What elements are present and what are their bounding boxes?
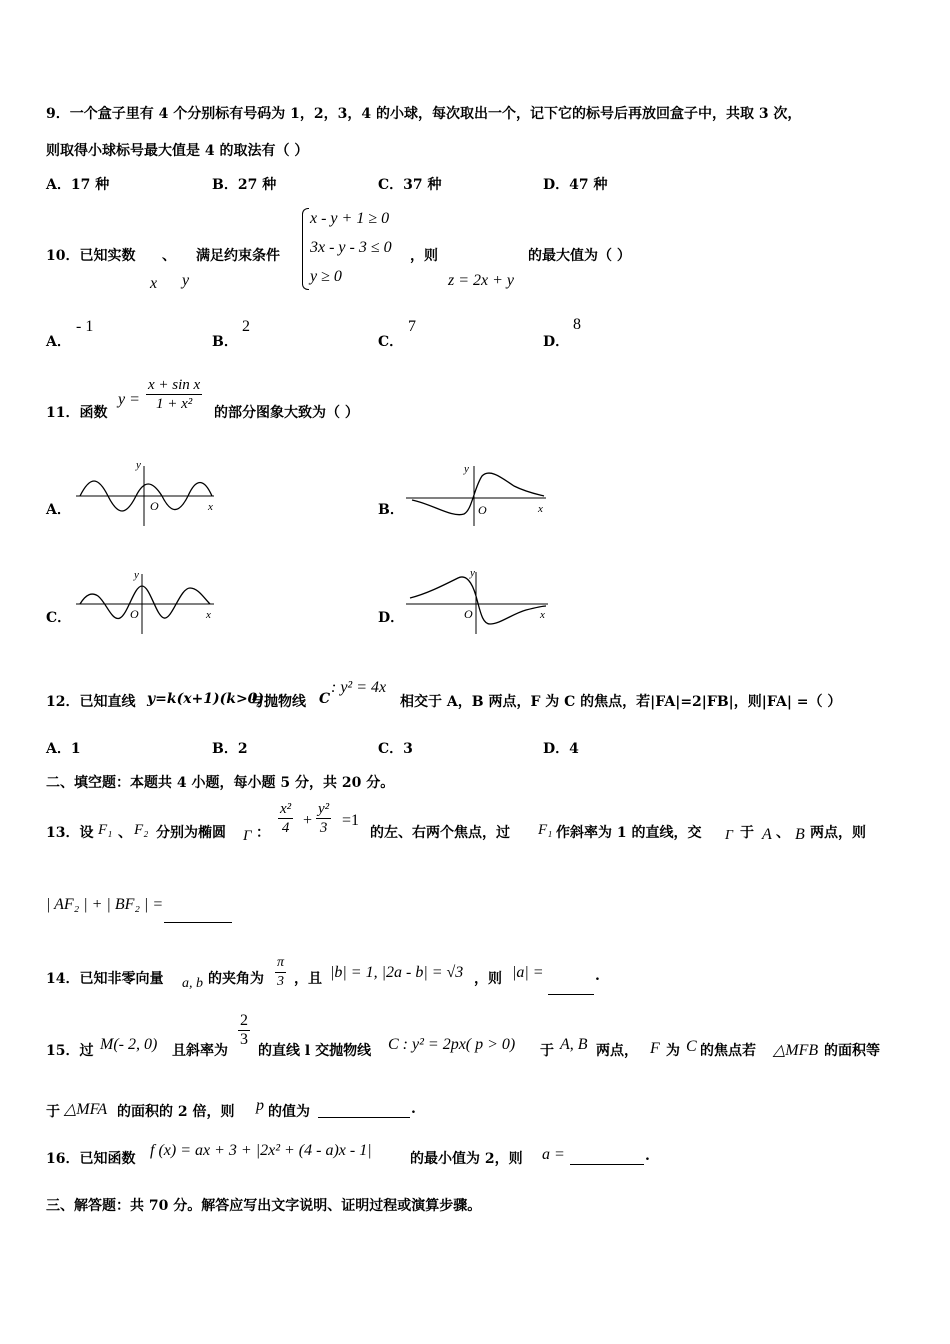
- q10-prefix: 10．已知实数: [46, 248, 136, 264]
- q11-d-curve: [410, 577, 546, 624]
- q15-line2-c: 的值为: [268, 1104, 310, 1120]
- q11-option-c-letter: C．: [46, 610, 72, 626]
- q10-option-a-letter: A．: [46, 334, 71, 350]
- q13-mid: 分别为椭圆: [156, 825, 226, 841]
- q11-b-origin: O: [478, 503, 487, 517]
- q15-slope-num: 2: [240, 1012, 248, 1029]
- q14-target: |a| =: [512, 964, 544, 981]
- q9-option-d: D．47 种: [543, 177, 608, 193]
- q10-constraint-3: y ≥ 0: [310, 268, 342, 285]
- q13-target: | AF₂ | + | BF₂ | =: [46, 896, 164, 913]
- q12-option-b: B．2: [212, 741, 248, 757]
- q13-gamma2: Γ: [725, 828, 733, 843]
- q14-mid3: ，则: [474, 971, 502, 987]
- q13-f2: F₂: [134, 822, 149, 838]
- q14-prefix: 14．已知非零向量: [46, 971, 164, 987]
- q11-c-curve: [80, 586, 210, 619]
- q13-f1: F₁: [98, 822, 113, 838]
- q10-mid: 满足约束条件: [196, 248, 280, 264]
- q11-graph-c: [72, 566, 222, 636]
- q13-mid4: 于: [740, 825, 754, 841]
- q13-b: B: [795, 826, 805, 843]
- q11-b-y-label: y: [464, 463, 469, 475]
- q11-option-a-letter: A．: [46, 502, 71, 518]
- q13-den1: 4: [281, 820, 290, 836]
- q11-suffix: 的部分图象大致为（ ）: [214, 405, 359, 421]
- q15-slope-den: 3: [240, 1031, 248, 1048]
- q13-den2: 3: [319, 820, 328, 836]
- q11-graph-d: [402, 566, 552, 636]
- q13-f1b: F₁: [538, 822, 553, 838]
- q11-func-den: 1 + x²: [155, 396, 193, 412]
- q11-b-x-label: x: [538, 503, 543, 515]
- q15-point: M(- 2, 0): [100, 1036, 158, 1053]
- q15-tri2: △MFA: [64, 1101, 108, 1118]
- q12-option-a: A．1: [46, 741, 81, 757]
- q15-tri1: △MFB: [773, 1042, 819, 1059]
- q11-c-origin: O: [130, 607, 139, 621]
- q13-a: A: [762, 826, 772, 843]
- section3-heading: 三、解答题：共 70 分。解答应写出文字说明、证明过程或演算步骤。: [46, 1198, 482, 1214]
- q12-option-c: C．3: [378, 741, 413, 757]
- q14-mid: 的夹角为: [208, 971, 264, 987]
- q9-line2: 则取得小球标号最大值是 4 的取法有（ ）: [46, 143, 309, 159]
- q15-suffix: 的面积等: [824, 1043, 880, 1059]
- q14-angle-den: 3: [277, 974, 284, 989]
- q12-option-d: D．4: [543, 741, 579, 757]
- q11-option-b-letter: B．: [378, 502, 404, 518]
- section2-heading: 二、填空题：本题共 4 小题，每小题 5 分，共 20 分。: [46, 775, 395, 791]
- q11-graph-b: [402, 458, 552, 528]
- q10-var-x: x: [150, 275, 158, 292]
- q15-mid4: 两点，: [596, 1043, 638, 1059]
- q9-line1: 9．一个盒子里有 4 个分别标有号码为 1，2，3，4 的小球，每次取出一个，记下它的标号后再放回盒子中，共取 3 次，: [46, 106, 802, 122]
- q10-brace: [302, 208, 309, 290]
- q15-f: F: [650, 1040, 660, 1057]
- q13-num1: x²: [280, 801, 292, 817]
- q15-slope: [238, 1012, 250, 1049]
- q12-mid: 与抛物线: [250, 694, 306, 710]
- q15-mid: 且斜率为: [172, 1043, 228, 1059]
- q13-mid3: 作斜率为 1 的直线，交: [556, 825, 702, 841]
- q13-sep: 、: [118, 825, 132, 841]
- q13-num2: y²: [318, 801, 330, 817]
- q11-d-origin: O: [464, 607, 473, 621]
- q15-curve: C : y² = 2px( p > 0): [388, 1036, 516, 1053]
- q16-target: a =: [542, 1146, 565, 1163]
- q11-fraction: [146, 376, 202, 413]
- q11-func-num: x + sin x: [148, 377, 201, 393]
- q15-mid2: 的直线 l 交抛物线: [258, 1043, 372, 1059]
- q15-line2-b: 的面积的 2 倍，则: [117, 1104, 235, 1120]
- q13-mid2: 的左、右两个焦点，过: [370, 825, 510, 841]
- q13-eq: =1: [342, 812, 360, 829]
- q15-mid3: 于: [540, 1043, 554, 1059]
- q10-option-c-value: 7: [408, 318, 416, 335]
- q14-mid2: ，且: [294, 971, 322, 987]
- q13-plus: +: [303, 812, 313, 829]
- q10-var-y: y: [182, 272, 190, 289]
- q10-then: ，则: [410, 248, 438, 264]
- q10-sep: 、: [162, 248, 176, 264]
- q10-suffix: 的最大值为（ ）: [528, 248, 631, 264]
- q16-answer-blank[interactable]: [570, 1150, 644, 1165]
- q13-fraction-2: [316, 800, 331, 837]
- q12-line-eq: y=k(x+1)(k>0): [147, 691, 265, 707]
- q10-option-b-value: 2: [242, 318, 250, 335]
- q10-option-a-value: - 1: [76, 318, 94, 335]
- q11-a-origin: O: [150, 499, 159, 513]
- q16-end: .: [645, 1148, 650, 1164]
- q13-colon: ：: [256, 825, 270, 841]
- q11-a-y-label: y: [136, 459, 141, 471]
- q13-prefix: 13．设: [46, 825, 94, 841]
- q10-constraint-2: 3x - y - 3 ≤ 0: [310, 239, 392, 256]
- q14-angle: [275, 954, 286, 991]
- q10-option-c-letter: C．: [378, 334, 404, 350]
- q10-option-d-value: 8: [573, 316, 581, 333]
- q16-prefix: 16．已知函数: [46, 1151, 136, 1167]
- q11-prefix: 11．函数: [46, 405, 108, 421]
- q16-mid: 的最小值为 2，则: [410, 1151, 523, 1167]
- q14-end: .: [595, 968, 600, 984]
- q13-fraction-1: [278, 800, 293, 837]
- q15-ab: A, B: [560, 1036, 588, 1053]
- q14-condition: |b| = 1, |2a - b| = √3: [330, 964, 464, 981]
- q13-gamma: Γ: [243, 828, 252, 844]
- q9-option-c: C．37 种: [378, 177, 442, 193]
- q12-curve-eq: : y² = 4x: [331, 679, 387, 696]
- q11-a-x-label: x: [208, 501, 213, 513]
- q14-vecs: a, b: [182, 976, 203, 991]
- q10-objective: z = 2x + y: [448, 272, 515, 289]
- q13-suffix: 两点，则: [810, 825, 866, 841]
- q11-option-d-letter: D．: [378, 610, 405, 626]
- q11-d-x-label: x: [540, 609, 545, 621]
- q12-prefix: 12．已知直线: [46, 694, 136, 710]
- q12-curve: C: [319, 691, 331, 707]
- q15-prefix: 15．过: [46, 1043, 94, 1059]
- q15-line2-a: 于: [46, 1104, 60, 1120]
- q11-c-x-label: x: [206, 609, 211, 621]
- q15-p: p: [256, 1097, 264, 1114]
- q9-option-b: B．27 种: [212, 177, 277, 193]
- q11-d-y-label: y: [470, 567, 475, 579]
- q10-constraint-1: x - y + 1 ≥ 0: [310, 210, 390, 227]
- q9-option-a: A．17 种: [46, 177, 110, 193]
- q11-func-lhs: y =: [118, 391, 140, 408]
- q10-option-b-letter: B．: [212, 334, 238, 350]
- q13-answer-blank[interactable]: [164, 908, 232, 923]
- q14-angle-num: π: [275, 954, 286, 973]
- q12-suffix: 相交于 A，B 两点，F 为 C 的焦点，若|FA|=2|FB|，则|FA| =（ ）: [400, 694, 842, 710]
- q11-c-y-label: y: [134, 569, 139, 581]
- q15-c: C: [686, 1038, 697, 1055]
- q10-option-d-letter: D．: [543, 334, 570, 350]
- q15-mid6: 的焦点若: [700, 1043, 756, 1059]
- q13-sep2: 、: [776, 825, 790, 841]
- q16-func: f (x) = ax + 3 + |2x² + (4 - a)x - 1|: [150, 1142, 372, 1159]
- q15-end: .: [411, 1101, 416, 1117]
- q14-answer-blank[interactable]: [548, 980, 594, 995]
- q15-answer-blank[interactable]: [318, 1103, 410, 1118]
- q11-graph-a: [72, 458, 222, 528]
- q15-mid5: 为: [666, 1043, 680, 1059]
